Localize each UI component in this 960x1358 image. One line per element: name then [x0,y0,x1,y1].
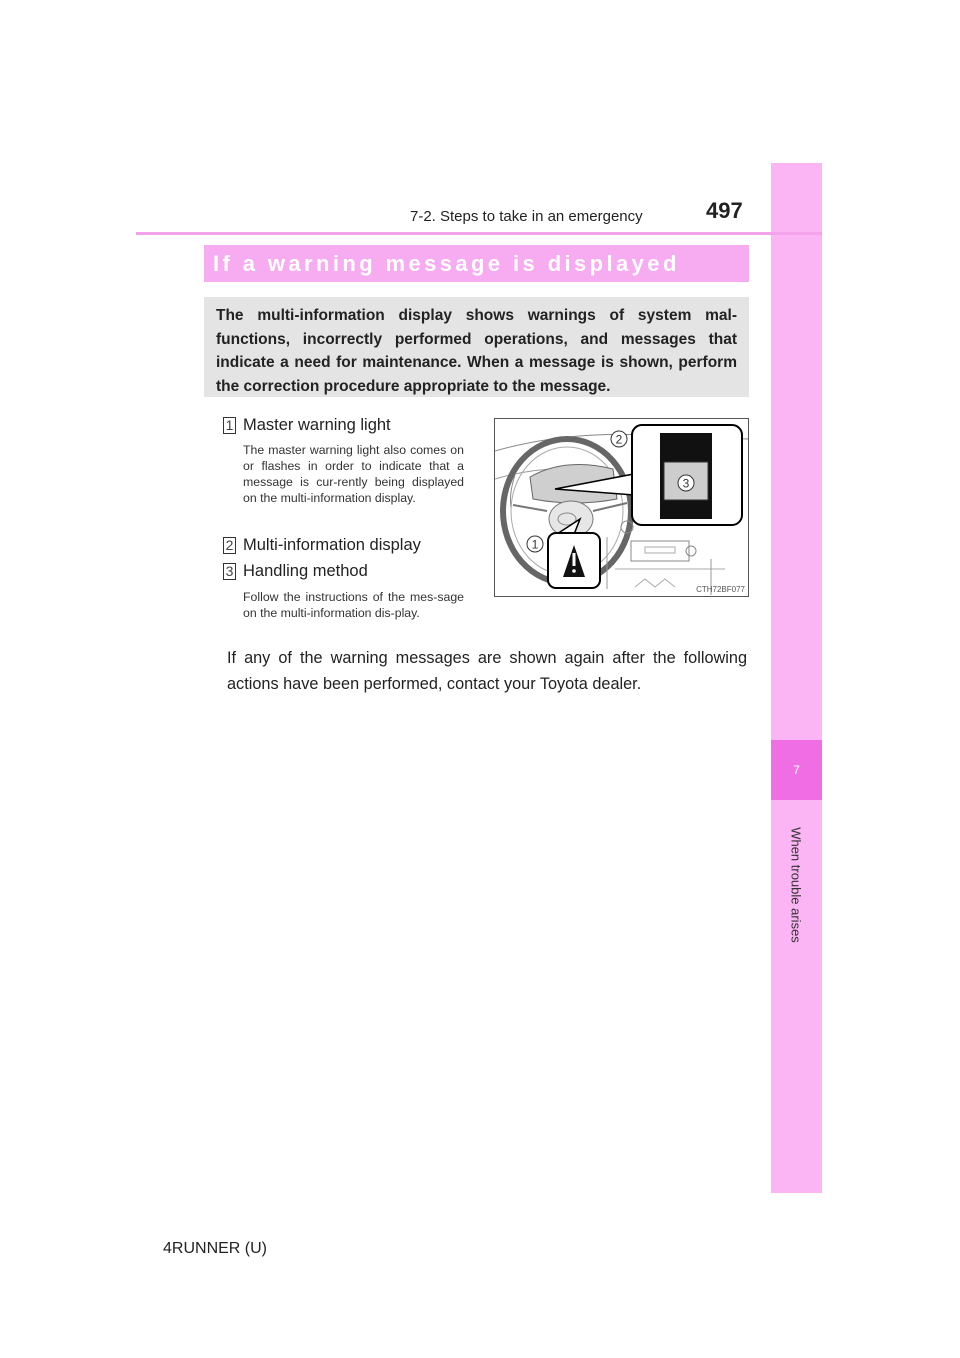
warning-exclamation-bar [573,553,576,566]
figure-code: CTH72BF077 [696,585,745,594]
footer-model: 4RUNNER (U) [163,1240,267,1257]
item-description-handling-method: Follow the instructions of the mes-sage on the multi-information dis-play. [243,590,464,620]
console-vent [635,579,675,587]
page-number: 497 [706,198,743,223]
radio-unit [631,541,689,561]
item-title-handling-method: Handling method [243,562,368,580]
dashboard-illustration [494,418,749,597]
radio-slot [645,547,675,553]
chapter-number-tab: 7 [771,740,822,800]
item-title-multi-information-display: Multi-information display [243,536,421,554]
dashboard-drawing [495,419,748,596]
section-title: If a warning message is displayed [204,245,749,282]
running-head: 7-2. Steps to take in an emergency [410,208,643,225]
item-number-1: 1 [223,417,236,434]
chapter-title-tab: When trouble arises [788,827,804,943]
closing-paragraph: If any of the warning messages are shown again after the following actions have been performed, contact your Toyota dealer. [227,649,747,693]
item-number-2: 2 [223,537,236,554]
callout-label-3: 3 [682,476,690,491]
callout-label-2: 2 [615,432,623,447]
warning-exclamation-dot [572,569,576,573]
wheel-spoke-right [593,503,627,511]
console-knob-right [686,546,696,556]
item-title-master-warning-light: Master warning light [243,416,391,434]
item-description-master-warning-light: The master warning light also comes on or flashes in order to indicate that a message is cur-rently being displayed on the multi-information display. [243,443,464,505]
intro-box: The multi-information display shows warnings of system mal-functions, incorrectly performed operations, and messages that indicate a need for maintenance. When a message is shown, perform the correction procedure appropriate to the message. [204,297,749,397]
callout-label-1: 1 [531,537,539,552]
header-rule [136,232,822,235]
item-number-3: 3 [223,563,236,580]
wheel-spoke-left [513,505,547,511]
side-tab-strip [771,163,822,1193]
